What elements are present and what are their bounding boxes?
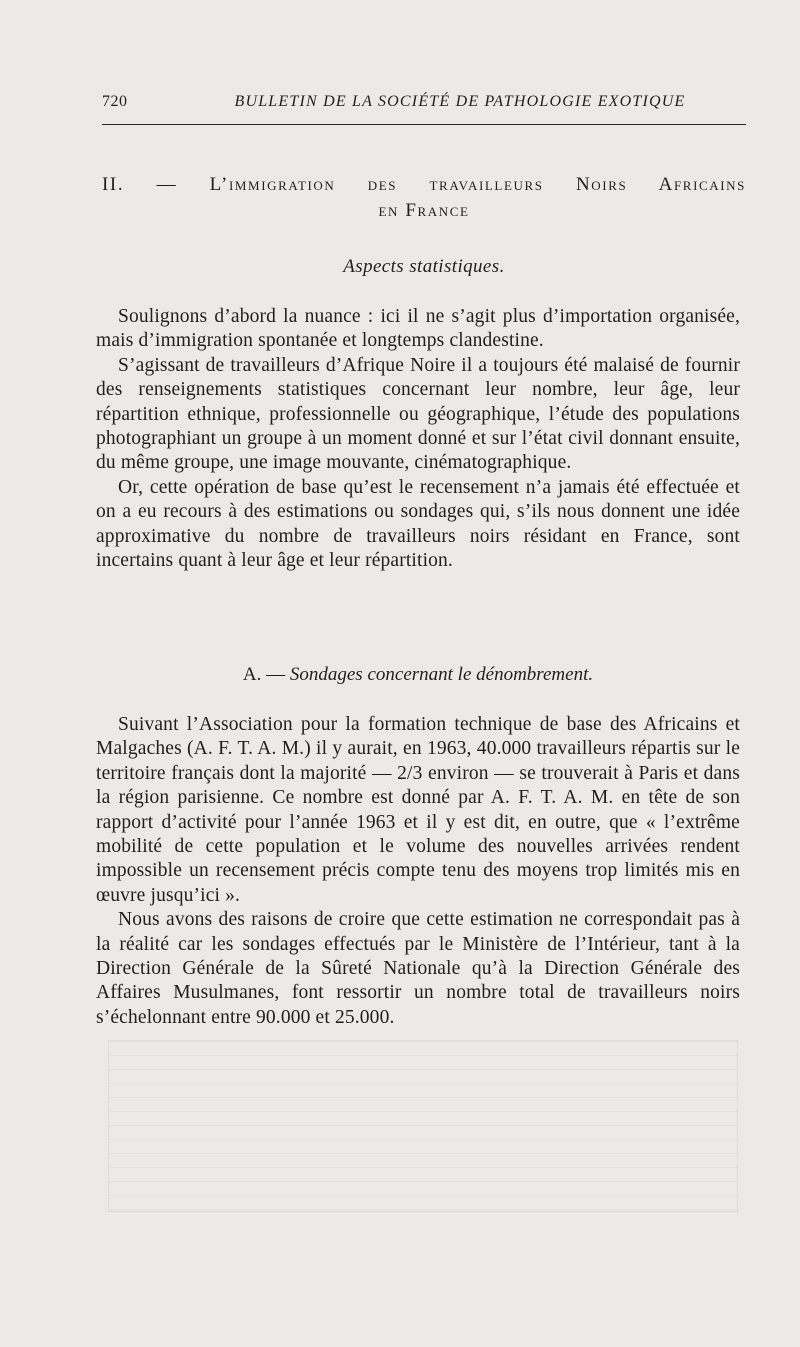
subsection-title: Sondages concernant le dénombrement.: [289, 664, 594, 685]
paragraph: Suivant l’Association pour la formation technique de base des Africains et Malgaches (A. F. T. A. M.) il y aurait, en 1963, 40.000 travailleurs répartis sur le territoire français dont la majorité — 2/3 environ — se trouverait à Paris et dans la région parisienne. Ce nombre est donné par A. F. T. A. M. en tête de son rapport d’activité pour l’année 1963 et il y est dit, en outre, que « l’extrême mobilité de cette population et le volume des nouvelles arrivées rendent impossible un recensement précis compte tenu des moyens trop limités mis en œuvre jusqu’ici ».: [96, 714, 740, 906]
section-heading-continued: en France: [378, 200, 470, 221]
subsection-heading: [96, 664, 740, 686]
bleed-through-texture: [108, 1040, 738, 1212]
section-subheading: Aspects statistiques.: [343, 256, 505, 277]
subsection-label: A. —: [242, 664, 286, 685]
paragraph: Nous avons des raisons de croire que cette estimation ne correspondait pas à la réalité car les sondages effectués par le Ministère de l’Intérieur, tant à la Direction Générale de la Sûreté Nationale qu’à la Direction Générale des Affaires Musulmanes, font ressortir un nombre total de travailleurs noirs s’échelonnant entre 90.000 et 25.000.: [96, 909, 740, 1028]
paragraph: Or, cette opération de base qu’est le recensement n’a jamais été effectuée et on a eu recours à des estimations ou sondages qui, s’ils nous donnent une idée approximative du nombre de travailleurs noirs résidant en France, sont incertains quant à leur âge et leur répartition.: [96, 476, 740, 572]
paragraph: S’agissant de travailleurs d’Afrique Noire il a toujours été malaisé de fournir des renseignements statistiques concernant leur nombre, leur âge, leur répartition ethnique, professionnelle ou géographique, l’étude des populations photographiant un groupe à un moment donné et sur l’état civil donnant ensuite, du même groupe, une image mouvante, cinématographique.: [96, 354, 740, 474]
body-text-part2: [96, 713, 740, 1030]
body-text-part1: [96, 305, 740, 573]
paragraph: Soulignons d’abord la nuance : ici il ne s’agit plus d’importation organisée, mais d’immigration spontanée et longtemps clandestine.: [96, 306, 740, 352]
journal-title: BULLETIN DE LA SOCIÉTÉ DE PATHOLOGIE EXOTIQUE: [234, 93, 686, 110]
header-rule: [102, 124, 746, 125]
section-heading: II. — L’immigration des travailleurs Noirs Africains: [102, 174, 746, 195]
running-head: [102, 93, 746, 117]
page-number: 720: [102, 93, 128, 110]
